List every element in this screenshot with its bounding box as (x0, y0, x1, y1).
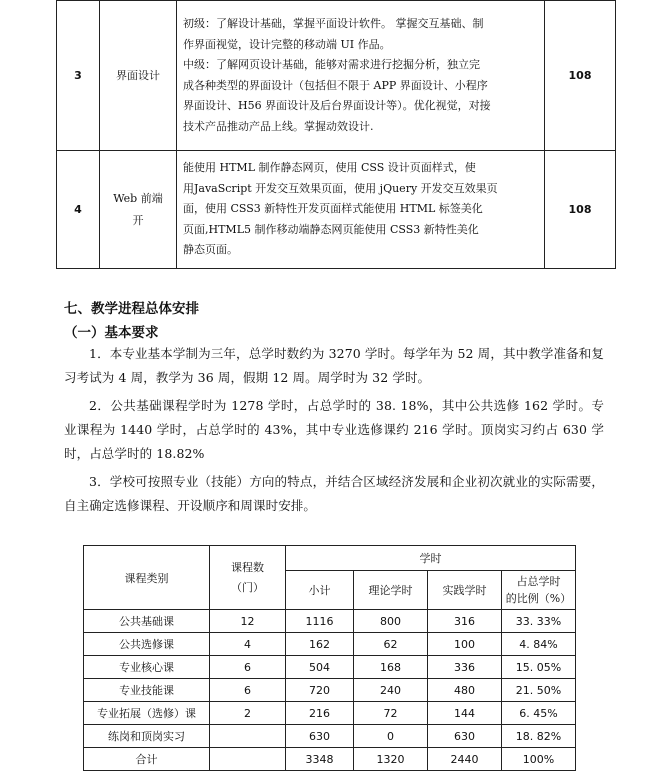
cell-subtotal: 504 (286, 656, 354, 679)
header-count (210, 546, 286, 610)
cell-theory: 0 (354, 725, 428, 748)
cell-subtotal: 216 (286, 702, 354, 725)
cell-count: 4 (210, 633, 286, 656)
table-row (84, 679, 576, 702)
paragraph: 3．学校可按照专业（技能）方向的特点，并结合区域经济发展和企业初次就业的实际需要，自主确定选修课程、开设顺序和周课时安排。 (64, 474, 604, 513)
summary-table (83, 545, 576, 771)
cell-count: 2 (210, 702, 286, 725)
table-row (84, 610, 576, 633)
cell-theory: 72 (354, 702, 428, 725)
header-ratio-line1: 占总学时 (516, 575, 561, 588)
summary-table-body (84, 610, 576, 771)
cell-subtotal: 3348 (286, 748, 354, 771)
course-number: 4 (57, 151, 100, 269)
cell-practice: 100 (428, 633, 502, 656)
desc-line: 页面,HTML5 制作移动端静态网页能使用 CSS3 新特性美化 (183, 222, 479, 236)
header-subtotal: 小计 (286, 571, 354, 610)
table-row (84, 633, 576, 656)
desc-line: 作界面视觉，设计完整的移动端 UI 作品。 (183, 37, 391, 51)
cell-count: 12 (210, 610, 286, 633)
cell-practice: 2440 (428, 748, 502, 771)
cell-theory: 1320 (354, 748, 428, 771)
cell-category: 练岗和顶岗实习 (84, 725, 210, 748)
cell-practice: 316 (428, 610, 502, 633)
cell-category: 合计 (84, 748, 210, 771)
cell-theory: 800 (354, 610, 428, 633)
section-title: 七、教学进程总体安排 (64, 301, 199, 317)
table-row (84, 702, 576, 725)
table-row (84, 748, 576, 771)
cell-count: 6 (210, 679, 286, 702)
cell-category: 公共选修课 (84, 633, 210, 656)
cell-ratio: 4. 84% (502, 633, 576, 656)
header-ratio-line2: 的比例（%） (505, 592, 572, 605)
cell-ratio: 6. 45% (502, 702, 576, 725)
cell-category: 专业拓展（选修）课 (84, 702, 210, 725)
desc-line: 静态页面。 (183, 243, 238, 257)
course-hours: 108 (545, 1, 616, 151)
header-theory: 理论学时 (354, 571, 428, 610)
cell-theory: 240 (354, 679, 428, 702)
cell-practice: 480 (428, 679, 502, 702)
header-practice: 实践学时 (428, 571, 502, 610)
header-ratio (502, 571, 576, 610)
section-subtitle: （一）基本要求 (64, 325, 159, 341)
cell-category: 公共基础课 (84, 610, 210, 633)
course-name-line: 开 (132, 213, 144, 227)
course-description (177, 151, 545, 269)
course-description (177, 1, 545, 151)
table-row (84, 656, 576, 679)
cell-theory: 168 (354, 656, 428, 679)
cell-ratio: 33. 33% (502, 610, 576, 633)
table-header-row (84, 546, 576, 571)
desc-line: 面，使用 CSS3 新特性开发页面样式能使用 HTML 标签美化 (183, 202, 483, 216)
cell-practice: 336 (428, 656, 502, 679)
desc-line: 用JavaScript 开发交互效果页面，使用 jQuery 开发交互效果页 (183, 181, 498, 195)
header-count-unit: （门） (231, 580, 264, 594)
table-row (84, 725, 576, 748)
desc-line: 成各种类型的界面设计（包括但不限于 APP 界面设计、小程序 (183, 78, 488, 92)
course-hours: 108 (545, 151, 616, 269)
desc-line: 初级：了解设计基础，掌握平面设计软件。 掌握交互基础、制 (183, 17, 484, 30)
desc-line: 界面设计、H56 界面设计及后台界面设计等）。优化视觉，对接 (183, 99, 491, 112)
paragraph: 1．本专业基本学制为三年，总学时数约为 3270 学时。每学年为 52 周，其中教学准备和复习考试为 4 周，教学为 36 周，假期 12 周。周学时为 32 学时。 (64, 346, 604, 385)
header-count-label: 课程数 (231, 560, 264, 574)
cell-practice: 630 (428, 725, 502, 748)
cell-practice: 144 (428, 702, 502, 725)
cell-subtotal: 162 (286, 633, 354, 656)
header-hours: 学时 (286, 546, 576, 571)
cell-ratio: 15. 05% (502, 656, 576, 679)
course-name-line: Web 前端 (113, 191, 163, 205)
desc-line: 技术产品推动产品上线。掌握动效设计. (183, 119, 374, 133)
cell-count (210, 725, 286, 748)
course-name (100, 1, 177, 151)
course-table (56, 0, 616, 269)
table-row (57, 151, 616, 269)
cell-count: 6 (210, 656, 286, 679)
cell-ratio: 100% (502, 748, 576, 771)
cell-subtotal: 1116 (286, 610, 354, 633)
course-name-line: 界面设计 (116, 68, 160, 82)
paragraph: 2．公共基础课程学时为 1278 学时，占总学时的 38. 18%，其中公共选修 162 学时。专业课程为 1440 学时，占总学时的 43%，其中专业选修课约 216 学时。顶岗实习约占 630 学时，占总学时的 18.82% (64, 398, 604, 461)
desc-line: 能使用 HTML 制作静态网页，使用 CSS 设计页面样式，使 (183, 161, 476, 175)
table-row (57, 1, 616, 151)
desc-line: 中级：了解网页设计基础，能够对需求进行挖掘分析，独立完 (183, 58, 480, 71)
cell-ratio: 21. 50% (502, 679, 576, 702)
cell-subtotal: 720 (286, 679, 354, 702)
course-name (100, 151, 177, 269)
course-number: 3 (57, 1, 100, 151)
cell-category: 专业核心课 (84, 656, 210, 679)
cell-subtotal: 630 (286, 725, 354, 748)
header-category: 课程类别 (84, 546, 210, 610)
cell-category: 专业技能课 (84, 679, 210, 702)
cell-ratio: 18. 82% (502, 725, 576, 748)
cell-count (210, 748, 286, 771)
cell-theory: 62 (354, 633, 428, 656)
